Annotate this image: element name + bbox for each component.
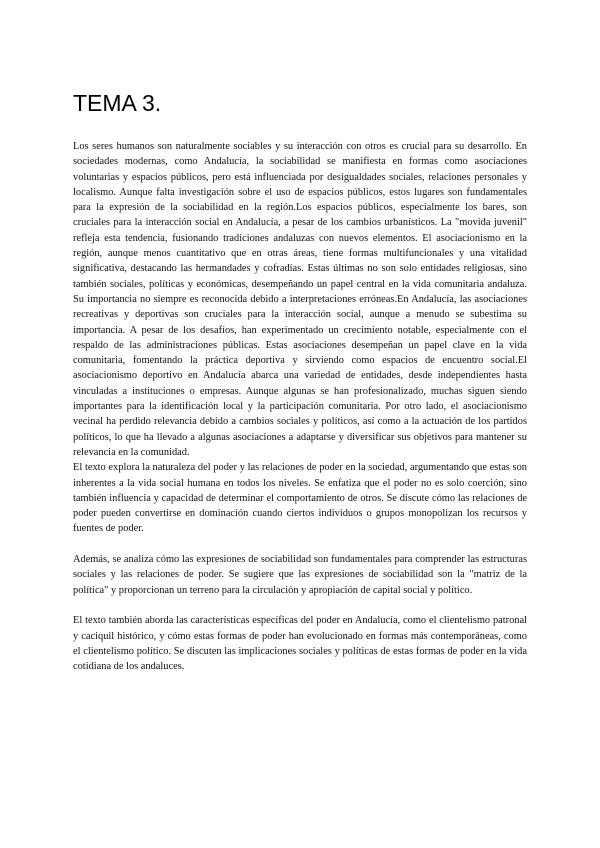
paragraph-expresiones-sociabilidad: Además, se analiza cómo las expresiones de sociabilidad son fundamentales para comprender las estructuras sociales y las relaciones de poder. Se sugiere que las expresiones de sociabilidad son la "matriz de la política" y proporcionan un terreno para la circulación y apropiación de capital social y político. (73, 554, 527, 596)
document-body (73, 139, 527, 674)
paragraph-poder-andalucia: El texto también aborda las características específicas del poder en Andalucía, como el clientelismo patronal y caciquil histórico, y cómo estas formas de poder han evolucionado en formas más contemporáneas, como el clientelismo político. Se discuten las implicaciones sociales y políticas de estas formas de poder en la vida cotidiana de los andaluces. (73, 615, 527, 673)
paragraph-sociabilidad: Los seres humanos son naturalmente sociables y su interacción con otros es crucial para su desarrollo. En sociedades modernas, como Andalucía, la sociabilidad se manifiesta en formas como asociaciones voluntarias y espacios públicos, pero está influenciada por desigualdades sociales, relaciones personales y localismo. Aunque falta investigación sobre el uso de espacios públicos, estos lugares son fundamentales para la expresión de la sociabilidad en la región.Los espacios públicos, especialmente los bares, son cruciales para la interacción social en Andalucía, a pesar de los cambios urbanísticos. La "movida juvenil" refleja esta tendencia, fusionando tradiciones andaluzas con nuevos elementos. El asociacionismo en la región, aunque menos cuantitativo que en otras áreas, tiene formas multifuncionales y una vitalidad significativa, destacando las hermandades y cofradías. Estas últimas no son solo entidades religiosas, sino también sociales, políticas y económicas, desempeñando un papel central en la vida comunitaria andaluza. Su importancia no siempre es reconocida debido a interpretaciones erróneas.En Andalucía, las asociaciones recreativas y deportivas son cruciales para la interacción social, aunque a menudo se subestima su importancia. A pesar de los desafíos, han experimentado un crecimiento notable, especialmente con el respaldo de las administraciones públicas. Estas asociaciones desempeñan un papel clave en la vida comunitaria, fomentando la práctica deportiva y sirviendo como espacios de encuentro social.El asociacionismo deportivo en Andalucía abarca una variedad de entidades, desde independientes hasta vinculadas a instituciones o empresas. Aunque algunas se han profesionalizado, muchas siguen siendo importantes para la identificación local y la participación comunitaria. Por otro lado, el asociacionismo vecinal ha perdido relevancia debido a cambios sociales y políticos, así como a la actuación de los partidos políticos, lo que ha llevado a algunas asociaciones a adaptarse y diversificar sus objetivos para mantener su relevancia en la comunidad. (73, 141, 527, 458)
page-title: TEMA 3. (73, 90, 162, 116)
paragraph-poder: El texto explora la naturaleza del poder y las relaciones de poder en la sociedad, argumentando que estas son inherentes a la vida social humana en todos los niveles. Se enfatiza que el poder no es solo coerción, sino también influencia y capacidad de determinar el comportamiento de otros. Se discute cómo las relaciones de poder pueden convertirse en dominación cuando ciertos individuos o grupos monopolizan los recursos y fuentes de poder. (73, 462, 527, 535)
